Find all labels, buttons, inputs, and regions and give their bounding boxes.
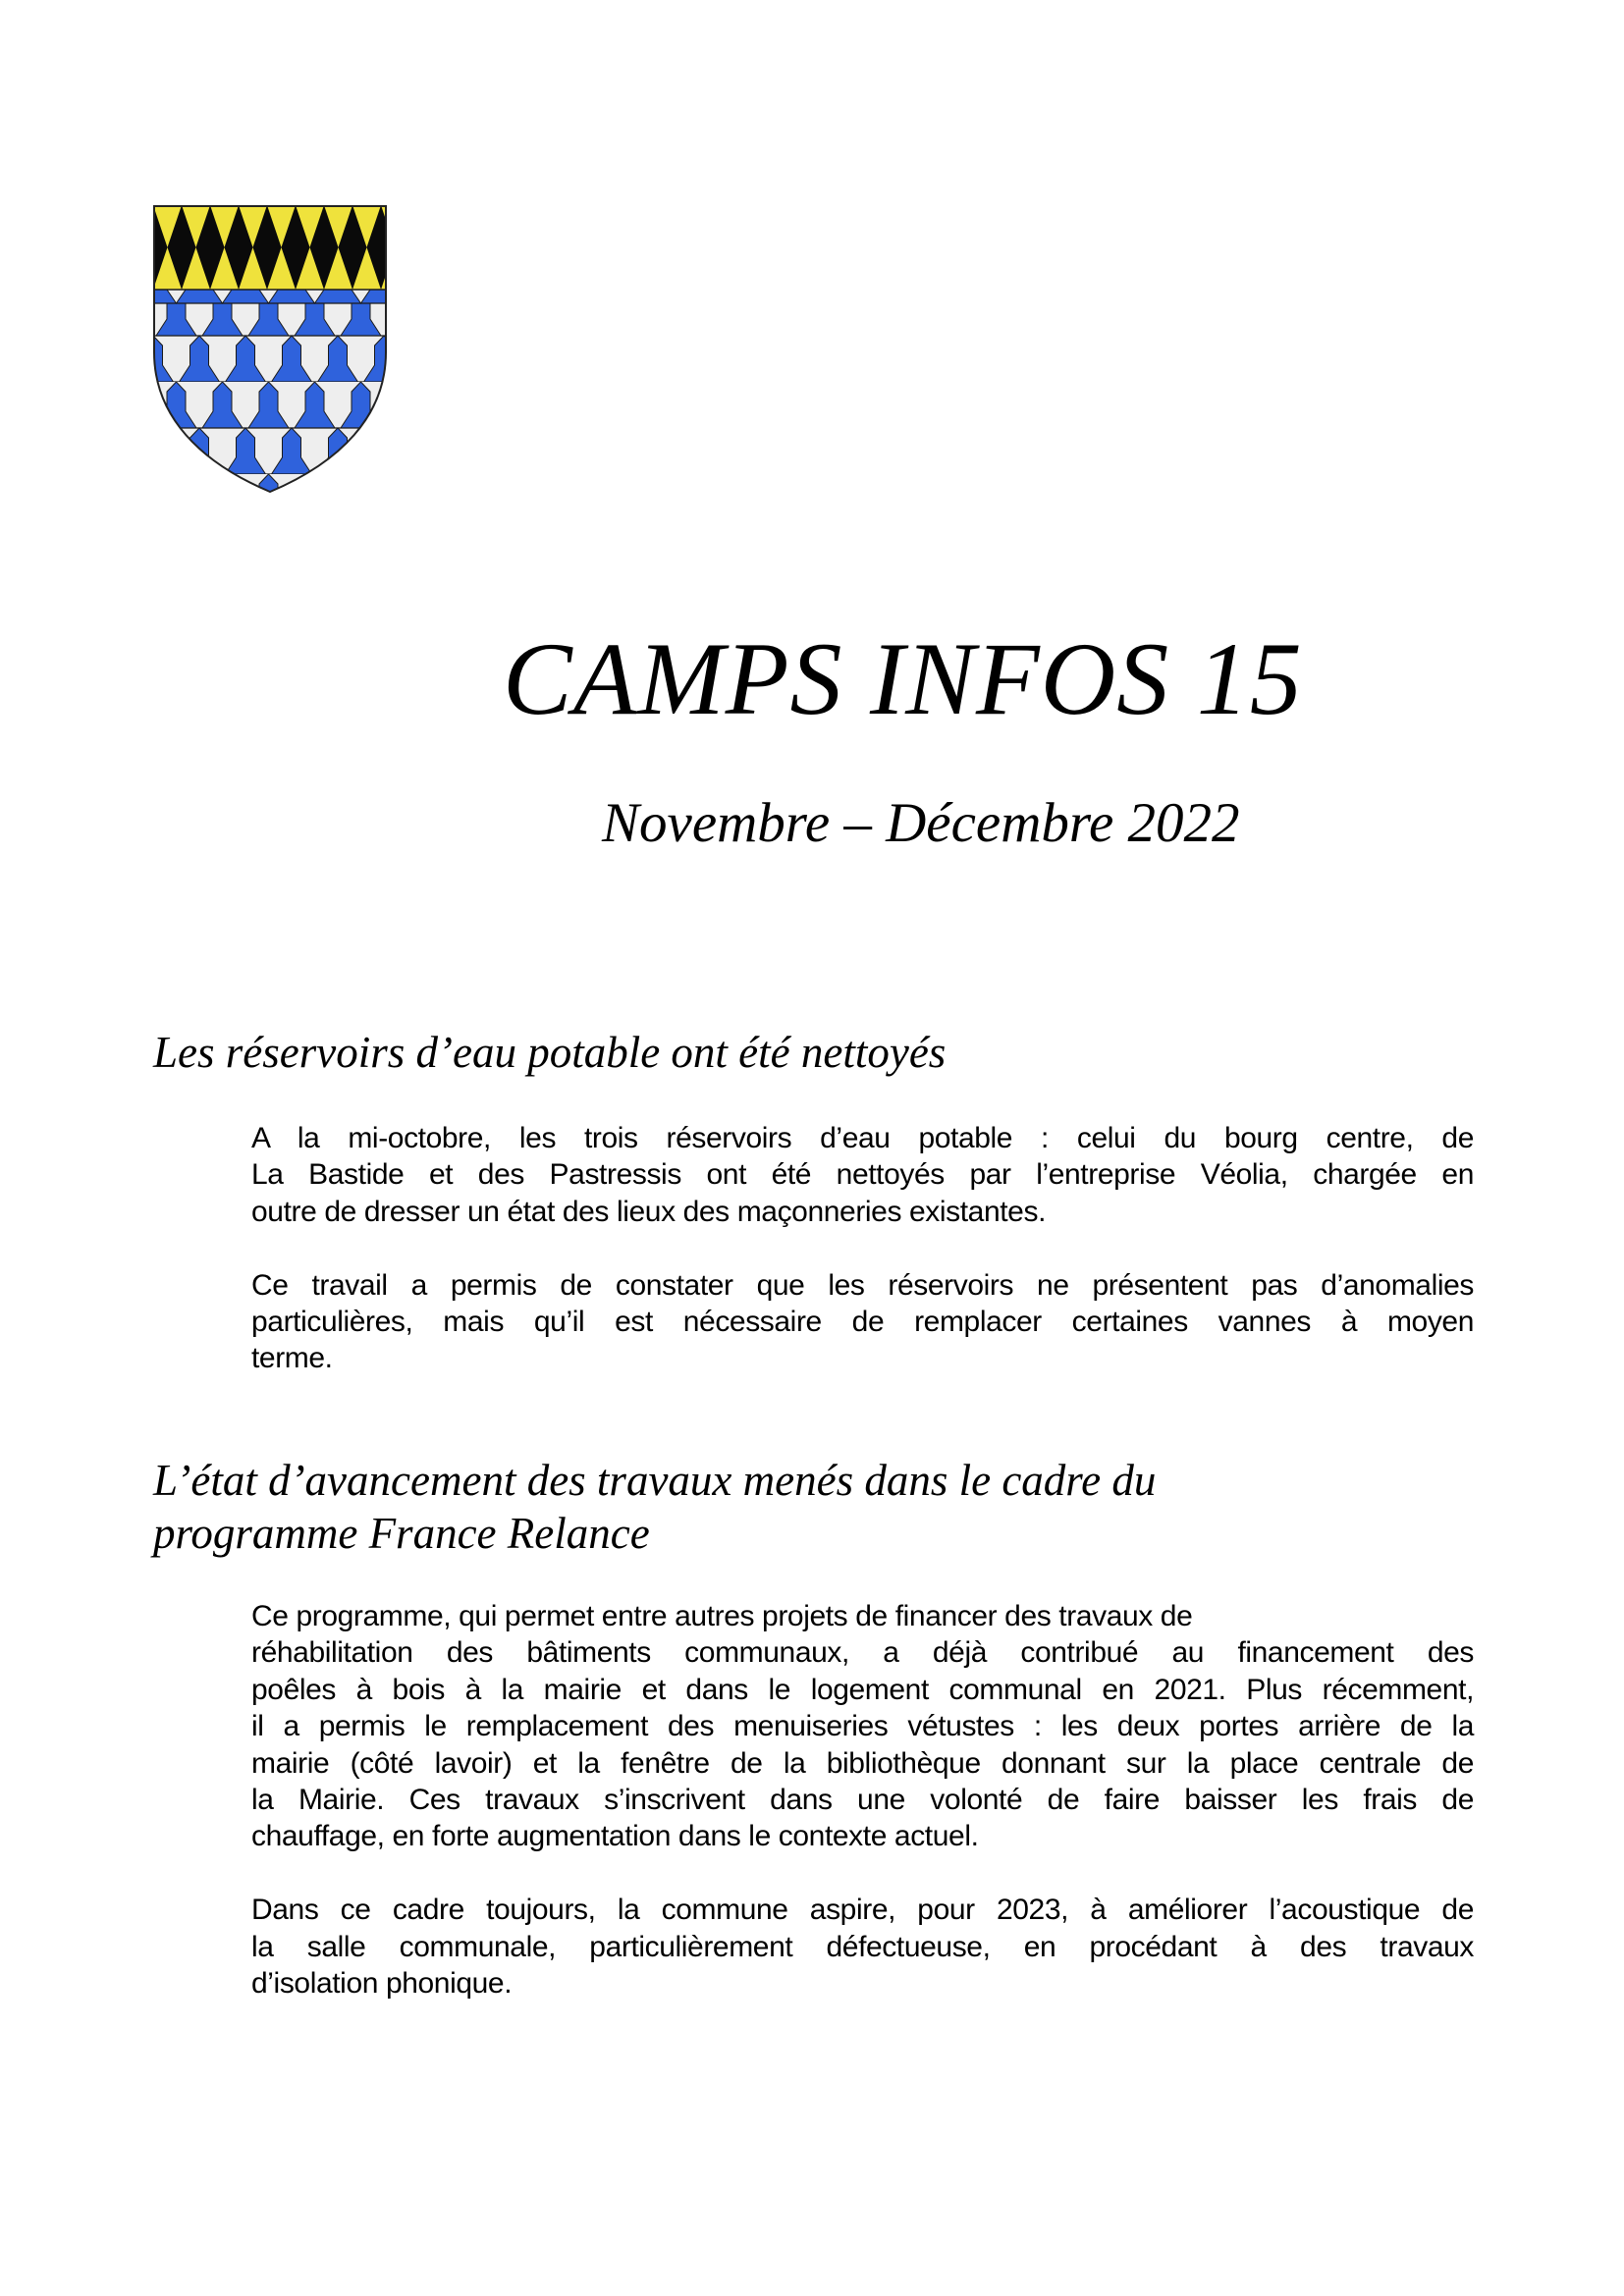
text-line: terme. — [251, 1342, 333, 1375]
heading-line: programme France Relance — [153, 1509, 650, 1558]
text-line: particulières, mais qu’il est nécessaire de remplacer certaines vannes à moyen — [251, 1306, 1474, 1339]
text-line: Dans ce cadre toujours, la commune aspire, pour 2023, à améliorer l’acoustique de — [251, 1894, 1474, 1927]
paragraph — [251, 1598, 1474, 1855]
paragraph — [251, 1267, 1474, 1377]
text-line: mairie (côté lavoir) et la fenêtre de la bibliothèque donnant sur la place centrale de — [251, 1746, 1474, 1780]
paragraph-spacer — [251, 1855, 1474, 1892]
text-line: d’isolation phonique. — [251, 1967, 513, 2001]
section-body-reservoirs — [251, 1120, 1474, 1377]
newsletter-date-subtitle: Novembre – Décembre 2022 — [602, 792, 1240, 854]
text-line: réhabilitation des bâtiments communaux, a déjà contribué au financement des — [251, 1636, 1474, 1670]
text-line: A la mi-octobre, les trois réservoirs d’eau potable : celui du bourg centre, de — [251, 1122, 1474, 1154]
text-line: il a permis le remplacement des menuiseries vétustes : les deux portes arrière de la — [251, 1710, 1474, 1743]
paragraph-spacer — [251, 1230, 1474, 1266]
text-line: la Mairie. Ces travaux s’inscrivent dans une volonté de faire baisser les frais de — [251, 1784, 1474, 1817]
text-line: outre de dresser un état des lieux des maçonneries existantes. — [251, 1195, 1047, 1228]
text-line: la salle communale, particulièrement défectueuse, en procédant à des travaux — [251, 1930, 1474, 1963]
paragraph — [251, 1892, 1474, 2002]
heading-line: L’état d’avancement des travaux menés dans le cadre du — [153, 1456, 1157, 1505]
text-line: chauffage, en forte augmentation dans le contexte actuel. — [251, 1820, 979, 1853]
newsletter-title: CAMPS INFOS 15 — [503, 621, 1303, 736]
coat-of-arms-icon — [153, 205, 387, 494]
text-line: La Bastide et des Pastressis ont été nettoyés par l’entreprise Véolia, chargée en — [251, 1158, 1474, 1192]
text-line: Ce travail a permis de constater que les réservoirs ne présentent pas d’anomalies — [251, 1268, 1474, 1302]
text-line: poêles à bois à la mairie et dans le logement communal en 2021. Plus récemment, — [251, 1673, 1474, 1706]
section-heading-france-relance — [153, 1454, 1156, 1560]
section-heading-reservoirs: Les réservoirs d’eau potable ont été nettoyés — [153, 1028, 947, 1077]
section-body-france-relance — [251, 1598, 1474, 2002]
text-line: Ce programme, qui permet entre autres projets de financer des travaux de — [251, 1600, 1193, 1632]
paragraph — [251, 1120, 1474, 1230]
